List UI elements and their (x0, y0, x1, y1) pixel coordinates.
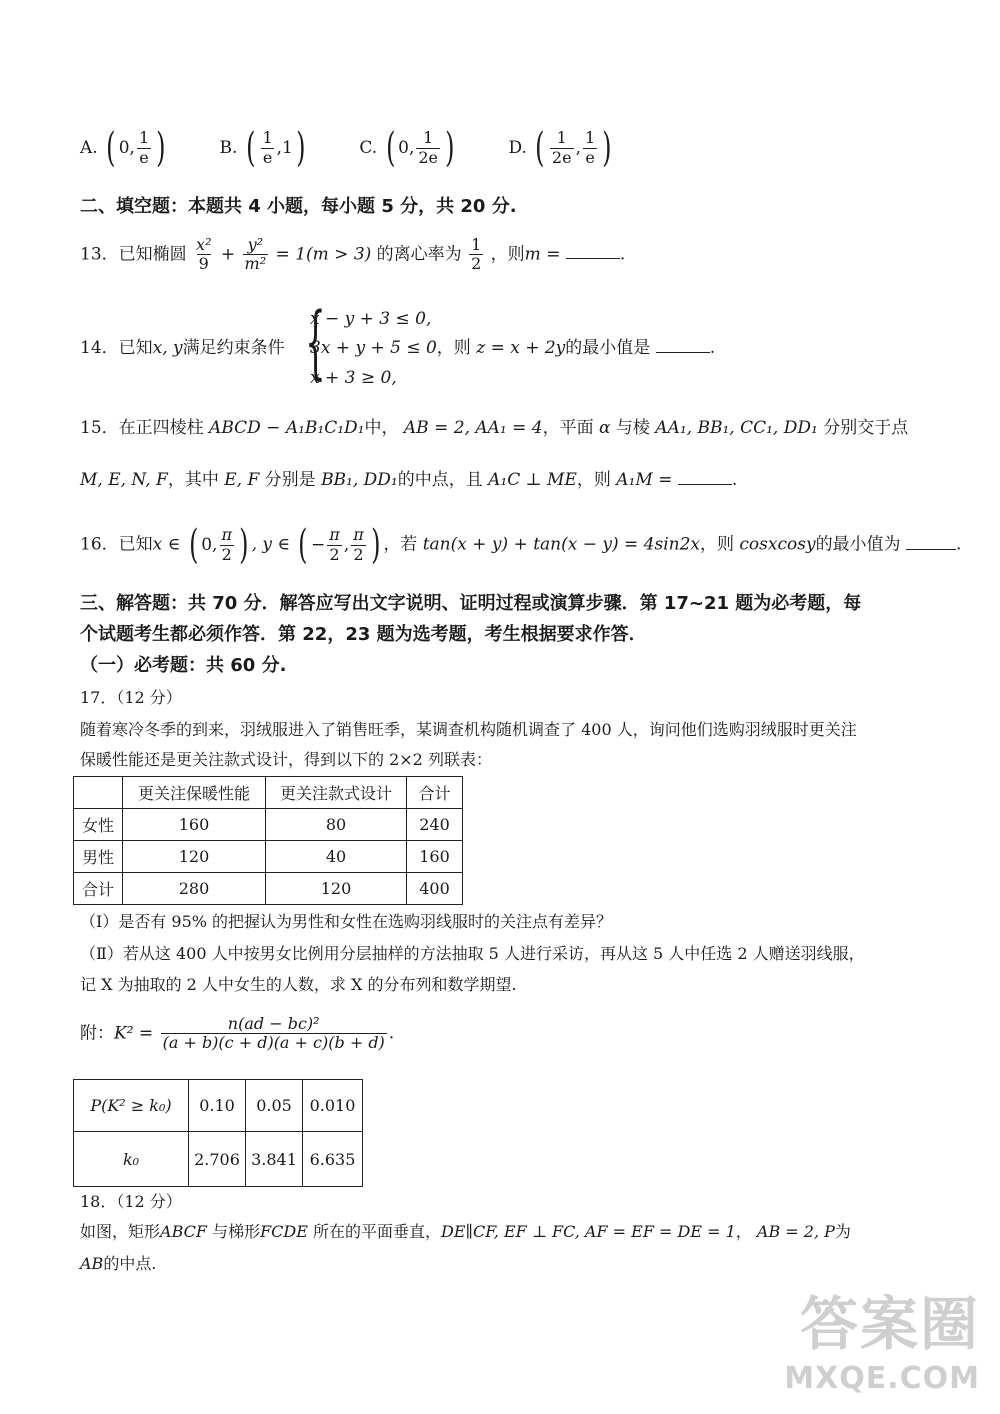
watermark-logo: 答案圈 MXQE.COM (784, 1290, 980, 1396)
table-cell: k₀ (74, 1132, 189, 1187)
table-header: 更关注款式设计 (266, 777, 407, 809)
constraint-3: x + 3 ≥ 0, (310, 368, 397, 388)
answer-blank[interactable] (656, 338, 710, 353)
table-row (74, 1132, 363, 1187)
table-header: 合计 (407, 777, 463, 809)
table-cell: 80 (266, 809, 407, 841)
section3-subheading: （一）必考题：共 60 分. (80, 655, 287, 676)
option-a: A. ( 0, $\frac{1}{e}$ ) (80, 125, 166, 171)
table-cell: 6.635 (303, 1132, 363, 1187)
question-17-header: 17．（12 分） (80, 688, 182, 707)
question-15-line1: 15．在正四棱柱 ABCD − A₁B₁C₁D₁中， AB = 2, AA₁ = 4，平面 α 与棱 AA₁, BB₁, CC₁, DD₁ 分别交于点 (80, 418, 909, 438)
constraint-2: 3x + y + 5 ≤ 0，则 z = x + 2y的最小值是 . (310, 338, 716, 358)
question-16: 16．已知x ∈ ( 0, $\frac{\pi}{2}$ ) , y ∈ ( − $\frac{\pi}{2}$ , $\frac{\pi}{2}$ ) ，若 tan(x + y) + tan(x − y) = 4sin2x，则 cosxcosy的最小值为 . (80, 522, 962, 568)
chi-square-formula: 附：K² = $\frac{\text{n(ad − bc)²}}{(a + b)(c + d)(a + c)(b + d)}$ . (80, 1014, 395, 1053)
table-cell: 120 (266, 873, 407, 905)
table-cell: 160 (407, 841, 463, 873)
question-15-line2: M, E, N, F，其中 E, F 分别是 BB₁, DD₁的中点，且 A₁C ⊥ ME，则 A₁M = . (80, 470, 738, 490)
question-17-part1: （Ⅰ）是否有 95% 的把握认为男性和女性在选购羽线服时的关注点有差异？ (80, 912, 613, 931)
contingency-table (73, 776, 463, 905)
table-cell: 合计 (74, 873, 123, 905)
table-cell: 0.05 (246, 1080, 303, 1132)
answer-blank[interactable] (566, 244, 620, 259)
constraint-brace: { (305, 295, 326, 388)
question-17-para2: 保暖性能还是更关注款式设计，得到以下的 2×2 列联表： (80, 750, 492, 769)
table-cell: 0.010 (303, 1080, 363, 1132)
answer-blank[interactable] (678, 470, 732, 485)
answer-blank[interactable] (906, 535, 956, 550)
table-row (74, 841, 463, 873)
table-row (74, 777, 463, 809)
table-cell: 280 (123, 873, 266, 905)
constraint-1: x − y + 3 ≤ 0, (310, 309, 432, 329)
table-cell: 160 (123, 809, 266, 841)
table-cell: 女性 (74, 809, 123, 841)
question-14: 14．已知x, y满足约束条件 (80, 338, 285, 358)
table-row (74, 809, 463, 841)
table-cell: 0.10 (189, 1080, 246, 1132)
section3-heading-line2: 个试题考生都必须作答．第 22，23 题为选考题，考生根据要求作答． (80, 624, 647, 645)
table-cell: 40 (266, 841, 407, 873)
option-b: B. ( $\frac{1}{e}$ ,1 ) (219, 125, 306, 171)
table-cell: 男性 (74, 841, 123, 873)
table-cell: P(K² ≥ k₀) (74, 1080, 189, 1132)
section2-heading: 二、填空题：本题共 4 小题，每小题 5 分，共 20 分. (80, 196, 517, 217)
question-17-para1: 随着寒冷冬季的到来，羽绒服进入了销售旺季，某调查机构随机调查了 400 人，询问他们选购羽绒服时更关注 (80, 720, 857, 739)
question-17-part2-line1: （Ⅱ）若从这 400 人中按男女比例用分层抽样的方法抽取 5 人进行采访，再从这 5 人中任选 2 人赠送羽线服， (80, 944, 865, 963)
section3-heading-line1: 三、解答题：共 70 分．解答应写出文字说明、证明过程或演算步骤．第 17~21 题为必考题，每 (80, 593, 862, 614)
question-18-line1: 如图，矩形ABCF 与梯形FCDE 所在的平面垂直，DE∥CF, EF ⊥ FC, AF = EF = DE = 1， AB = 2, P为 (80, 1222, 851, 1241)
critical-value-table (73, 1079, 363, 1187)
table-cell (74, 777, 123, 809)
table-header: 更关注保暖性能 (123, 777, 266, 809)
option-d: D. ( $\frac{1}{2e}$ , $\frac{1}{e}$ ) (508, 125, 612, 171)
table-cell: 400 (407, 873, 463, 905)
table-cell: 2.706 (189, 1132, 246, 1187)
question-17-part2-line2: 记 X 为抽取的 2 人中女生的人数，求 X 的分布列和数学期望. (80, 975, 517, 994)
table-row (74, 1080, 363, 1132)
option-c: C. ( 0, $\frac{1}{2e}$ ) (359, 125, 455, 171)
table-cell: 120 (123, 841, 266, 873)
question-18-line2: AB的中点. (80, 1254, 157, 1273)
question-18-header: 18．（12 分） (80, 1192, 182, 1211)
q12-options (80, 125, 615, 171)
table-cell: 240 (407, 809, 463, 841)
table-cell: 3.841 (246, 1132, 303, 1187)
question-13: 13．已知椭圆 $\frac{\text{x²}}{9}$ + $\frac{\text{y²}}{\text{m²}}$ = 1(m > 3) 的离心率为 $\frac{1}{2}$ ，则m = . (80, 235, 626, 274)
table-row (74, 873, 463, 905)
